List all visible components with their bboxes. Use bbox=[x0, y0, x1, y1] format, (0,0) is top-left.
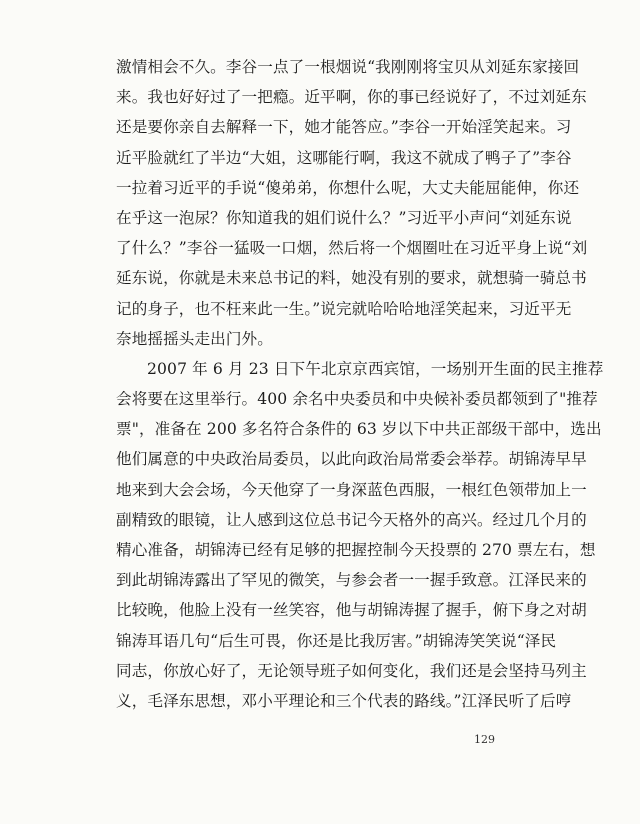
text-line: 同志，你放心好了，无论领导班子如何变化，我们还是会坚持马列主 bbox=[116, 661, 587, 680]
text-line: 激情相会不久。李谷一点了一根烟说“我刚刚将宝贝从刘延东家接回 bbox=[116, 58, 580, 76]
text-line: 锦涛耳语几句“后生可畏，你还是比我厉害。”胡锦涛笑笑说“泽民 bbox=[116, 631, 557, 650]
text-line: 地来到大会会场，今天他穿了一身深蓝色西服，一根红色领带加上一 bbox=[116, 480, 587, 499]
text-line: 2007 年 6 月 23 日下午北京京西宾馆，一场别开生面的民主推荐 bbox=[147, 359, 604, 378]
body-text bbox=[116, 52, 604, 716]
text-line: 奈地摇摇头走出门外。 bbox=[116, 329, 273, 348]
text-line: 近平脸就红了半边“大姐，这哪能行啊，我这不就成了鸭子了”李谷 bbox=[116, 148, 572, 167]
text-line: 义，毛泽东思想，邓小平理论和三个代表的路线。”江泽民听了后哼 bbox=[116, 691, 572, 710]
text-line: 他们属意的中央政治局委员，以此向政治局常委会举荐。胡锦涛早早 bbox=[116, 450, 587, 469]
text-line: 副精致的眼镜，让人感到这位总书记今天格外的高兴。经过几个月的 bbox=[116, 510, 587, 529]
text-line: 到此胡锦涛露出了罕见的微笑，与参会者一一握手致意。江泽民来的 bbox=[116, 571, 587, 590]
text-line: 在乎这一泡尿？你知道我的姐们说什么？”习近平小声问“刘延东说 bbox=[116, 208, 572, 227]
text-line: 精心准备，胡锦涛已经有足够的把握控制今天投票的 270 票左右，想 bbox=[116, 541, 596, 559]
text-line: 一拉着习近平的手说“傻弟弟，你想什么呢，大丈夫能屈能伸，你还 bbox=[116, 178, 580, 197]
text-line: 了什么？”李谷一猛吸一口烟，然后将一个烟圈吐在习近平身上说“刘 bbox=[116, 239, 588, 258]
text-line: 来。我也好好过了一把瘾。近平啊，你的事已经说好了，不过刘延东 bbox=[116, 88, 587, 107]
page-number: 129 bbox=[474, 733, 495, 746]
text-line: 记的身子，也不枉来此一生。”说完就哈哈哈地淫笑起来，习近平无 bbox=[116, 299, 572, 318]
text-line: 票"，准备在 200 多名符合条件的 63 岁以下中共正部级干部中，选出 bbox=[116, 420, 602, 439]
text-line: 还是要你亲自去解释一下，她才能答应。”李谷一开始淫笑起来。习 bbox=[116, 118, 572, 137]
text-line: 会将要在这里举行。400 余名中央委员和中央候补委员都领到了"推荐 bbox=[116, 390, 598, 409]
text-line: 比较晚，他脸上没有一丝笑容，他与胡锦涛握了握手，俯下身之对胡 bbox=[116, 601, 587, 620]
text-line: 延东说，你就是未来总书记的料，她没有别的要求，就想骑一骑总书 bbox=[116, 269, 587, 288]
